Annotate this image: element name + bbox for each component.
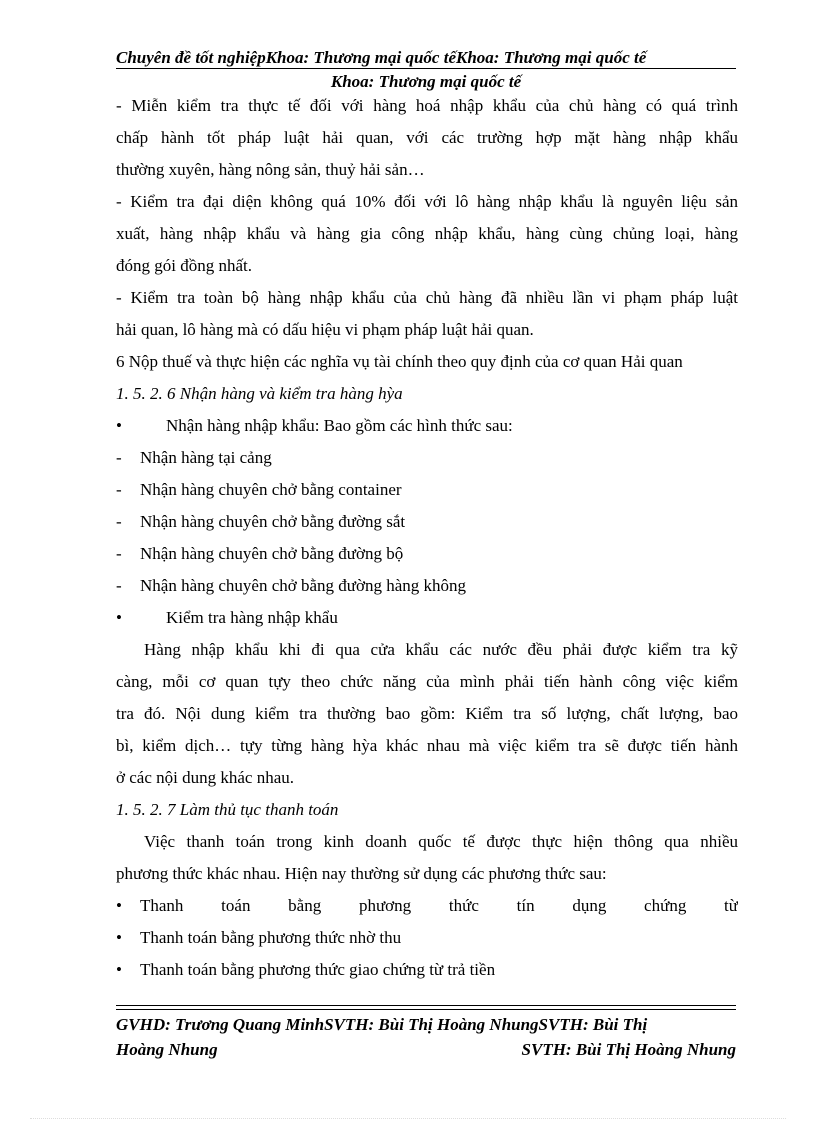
dash-icon: - (116, 576, 122, 595)
footer-student: SVTH: Bùi Thị Hoàng Nhung (521, 1040, 736, 1059)
bullet-icon: • (116, 896, 122, 915)
paragraph-line: - Miễn kiểm tra thực tế đối với hàng hoá nhập khẩu của chủ hàng có quá trình (116, 96, 738, 115)
list-item-text: Nhận hàng chuyên chở bằng container (140, 480, 402, 499)
paragraph-line: đóng gói đồng nhất. (116, 256, 252, 275)
footer-name: Hoàng Nhung (116, 1040, 218, 1059)
list-item (116, 506, 738, 538)
list-item (116, 570, 738, 602)
bullet-icon: • (116, 608, 122, 627)
paragraph-line: - Kiểm tra toàn bộ hàng nhập khẩu của chủ hàng đã nhiều lần vi phạm pháp luật (116, 288, 738, 307)
paragraph-line: thường xuyên, hàng nông sản, thuỷ hải sản… (116, 160, 425, 179)
list-item (116, 538, 738, 570)
list-item-text: Nhận hàng tại cảng (140, 448, 272, 467)
footer-rule (116, 1009, 736, 1010)
paragraph-line: tra đó. Nội dung kiểm tra thường bao gồm: Kiểm tra số lượng, chất lượng, bao (116, 704, 738, 723)
list-item (116, 442, 738, 474)
paragraph-line: phương thức khác nhau. Hiện nay thường sử dụng các phương thức sau: (116, 864, 607, 883)
list-item (116, 890, 738, 922)
list-item-text: Nhận hàng chuyên chở bằng đường bộ (140, 544, 404, 563)
dash-icon: - (116, 544, 122, 563)
bullet-icon: • (116, 928, 122, 947)
list-item-text: Kiểm tra hàng nhập khẩu (166, 608, 338, 627)
list-item-text: Nhận hàng nhập khẩu: Bao gồm các hình thức sau: (166, 416, 513, 435)
page-edge-divider (30, 1118, 786, 1119)
paragraph-line: chấp hành tốt pháp luật hải quan, với các trường hợp mặt hàng nhập khẩu (116, 128, 738, 147)
paragraph-line: xuất, hàng nhập khẩu và hàng gia công nhập khẩu, hàng cùng chủng loại, hàng (116, 224, 738, 243)
paragraph-line: Việc thanh toán trong kinh doanh quốc tế được thực hiện thông qua nhiều (144, 832, 738, 851)
list-item-text: Thanh toán bằng phương thức nhờ thu (140, 928, 402, 947)
section-heading: 1. 5. 2. 6 Nhận hàng và kiểm tra hàng hỳa (116, 384, 403, 403)
paragraph-line: ở các nội dung khác nhau. (116, 768, 294, 787)
list-item (116, 410, 738, 442)
list-item-text: Thanh toán bằng phương thức tín dụng chứng từ (140, 896, 738, 915)
footer-rule (116, 1005, 736, 1006)
paragraph-line: Hàng nhập khẩu khi đi qua cửa khẩu các nước đều phải được kiểm tra kỹ (144, 640, 738, 659)
footer (116, 1012, 736, 1062)
footer-line: GVHD: Trương Quang MinhSVTH: Bùi Thị Hoàng NhungSVTH: Bùi Thị (116, 1015, 648, 1034)
list-item-text: Nhận hàng chuyên chở bằng đường sắt (140, 512, 406, 531)
paragraph-line: - Kiểm tra đại diện không quá 10% đối với lô hàng nhập khẩu là nguyên liệu sản (116, 192, 738, 211)
paragraph-line: càng, mỗi cơ quan tựy theo chức năng của mình phải tiến hành công việc kiểm (116, 672, 738, 691)
dash-icon: - (116, 448, 122, 467)
dash-icon: - (116, 480, 122, 499)
list-item (116, 474, 738, 506)
section-heading: 1. 5. 2. 7 Làm thủ tục thanh toán (116, 800, 339, 819)
bullet-icon: • (116, 960, 122, 979)
paragraph-line: bì, kiểm dịch… tựy từng hàng hỳa khác nhau mà việc kiểm tra sẽ được tiến hành (116, 736, 738, 755)
document-body (116, 90, 738, 986)
list-item (116, 602, 738, 634)
paragraph-line: 6 Nộp thuế và thực hiện các nghĩa vụ tài chính theo quy định của cơ quan Hải quan (116, 352, 683, 371)
dash-icon: - (116, 512, 122, 531)
header-title: Chuyên đề tốt nghiệpKhoa: Thương mại quốc tếKhoa: Thương mại quốc tế (116, 48, 647, 67)
header-rule (116, 68, 736, 69)
paragraph-line: hải quan, lô hàng mà có dấu hiệu vi phạm pháp luật hải quan. (116, 320, 534, 339)
list-item-text: Thanh toán bằng phương thức giao chứng từ trả tiền (140, 960, 496, 979)
header-subtitle: Khoa: Thương mại quốc tế (330, 72, 522, 91)
list-item (116, 954, 738, 986)
bullet-icon: • (116, 416, 122, 435)
list-item (116, 922, 738, 954)
list-item-text: Nhận hàng chuyên chở bằng đường hàng không (140, 576, 467, 595)
